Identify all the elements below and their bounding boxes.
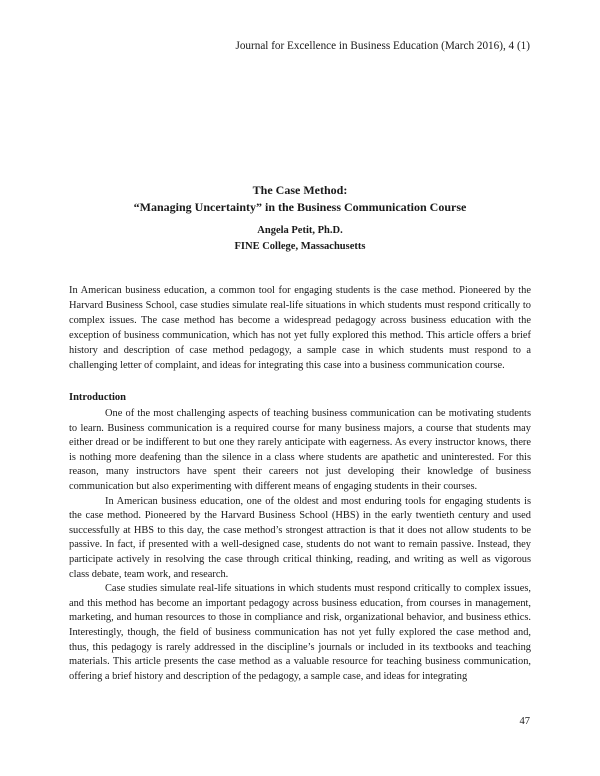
introduction-body [69,407,531,684]
page-number: 47 [519,716,530,727]
body-paragraph: One of the most challenging aspects of teaching business communication can be motivating students to learn. Business communication is a required course for many business majors, a course that students may either dread or be indifferent to but one they rarely anticipate with eagerness. As every instructor knows, there is nothing more deafening than the silence in a class where students are apathetic and uninterested. For this reason, many instructors have spent their careers not just developing their knowledge of business communication but also experimenting with different means of engaging students in their courses. [69,408,531,492]
body-paragraph: Case studies simulate real-life situations in which students must respond critically to complex issues, and this method has become an important pedagogy across business education, from courses in management, marketing, and human resources to those in compliance and risk, organizational behavior, and business ethics. Interestingly, though, the field of business communication has not yet fully explored the case method and, thus, this pedagogy is rarely addressed in the discipline’s journals or included in its textbooks and teaching materials. This article presents the case method as a valuable resource for teaching business communication, offering a brief history and description of the pedagogy, a sample case, and ideas for integrating [69,583,531,682]
article-title [0,182,600,216]
title-line-1: The Case Method: [252,183,348,197]
section-heading-introduction: Introduction [69,392,126,403]
author-affiliation: FINE College, Massachusetts [234,241,366,252]
body-paragraph: In American business education, one of the oldest and most enduring tools for engaging students is the case method. Pioneered by the Harvard Business School (HBS) in the early twentieth century and used successfully at HBS to this day, the case method’s strongest attraction is that it does not allow students to be passive. In fact, if presented with a well-designed case, students do not want to remain passive. Instead, they participate actively in resolving the case through critical thinking, reading, and writing as well as vigorous class debate, team work, and research. [69,495,531,580]
author-name: Angela Petit, Ph.D. [257,225,343,236]
journal-header: Journal for Excellence in Business Education (March 2016), 4 (1) [235,40,530,52]
abstract: In American business education, a common tool for engaging students is the case method. Pioneered by the Harvard Business School, case studies simulate real-life situations in which students must respond critically to complex issues. The case method has become a widespread pedagogy across business education with the exception of business communication, which has not yet fully explored this method. This article offers a brief history and description of case method pedagogy, a sample case in which students must respond to a challenging letter of complaint, and ideas for integrating this case into a business communication course. [69,285,531,371]
title-line-2: “Managing Uncertainty” in the Business Communication Course [133,200,467,214]
author-info [0,223,600,255]
